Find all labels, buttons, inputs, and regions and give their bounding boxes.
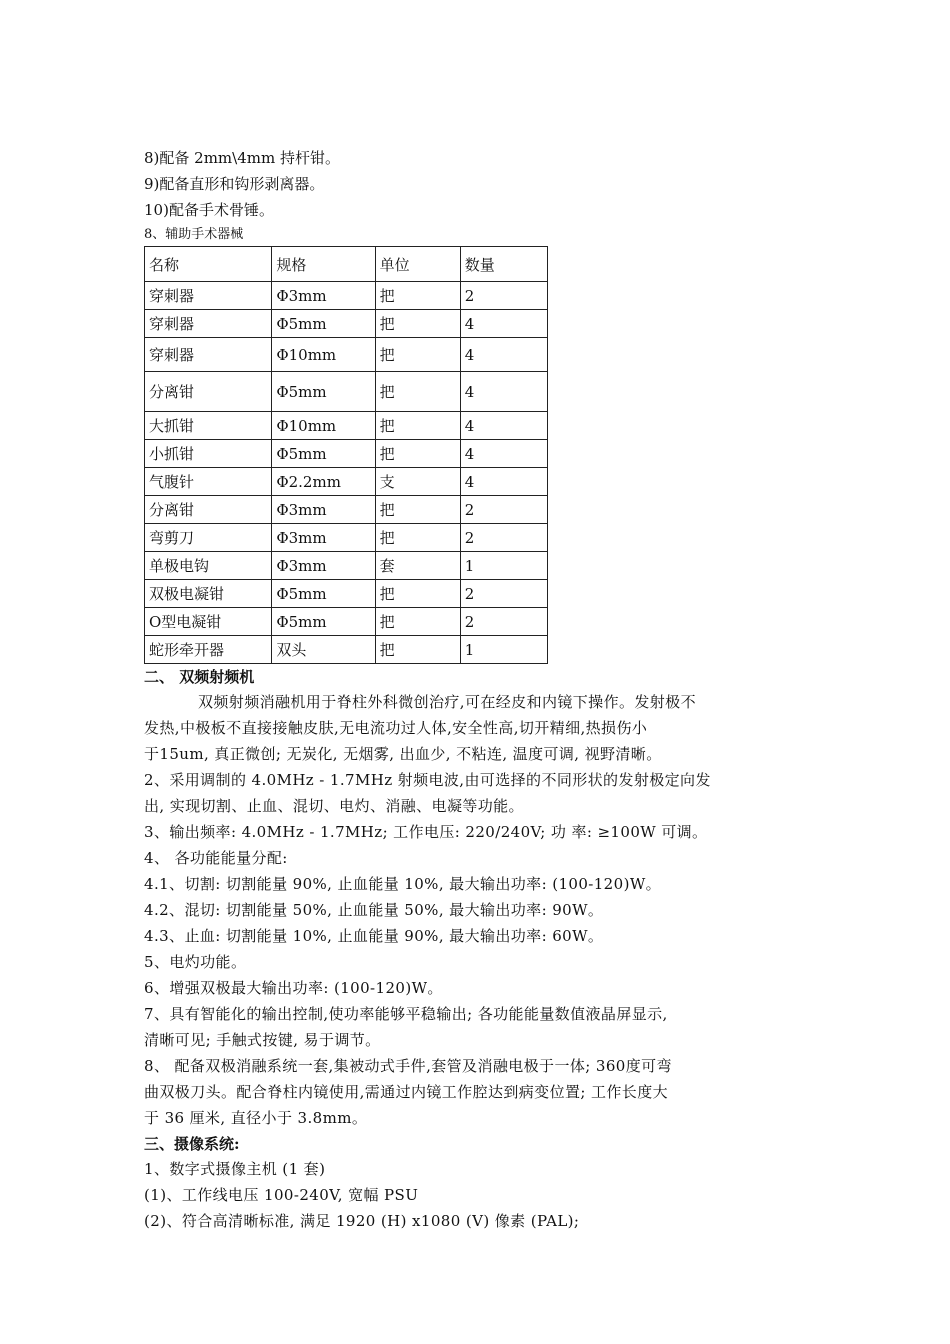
- section2-line: 4、 各功能能量分配:: [144, 849, 288, 868]
- cell-unit: 把: [375, 372, 460, 412]
- cell-spec: Φ3mm: [272, 496, 375, 524]
- section2-line: 4.2、混切: 切割能量 50%, 止血能量 50%, 最大输出功率: 90W。: [144, 901, 604, 920]
- section8-title: 8、辅助手术器械: [144, 227, 244, 243]
- section2-line: 发热,中极板不直接接触皮肤,无电流功过人体,安全性高,切开精细,热损伤小: [144, 719, 648, 738]
- cell-name: 弯剪刀: [145, 524, 272, 552]
- cell-spec: Φ3mm: [272, 282, 375, 310]
- cell-spec: Φ3mm: [272, 524, 375, 552]
- cell-unit: 把: [375, 310, 460, 338]
- cell-spec: Φ5mm: [272, 440, 375, 468]
- cell-qty: 2: [460, 580, 547, 608]
- section3-line: 1、数字式摄像主机 (1 套): [144, 1160, 326, 1179]
- table-row: [145, 552, 548, 580]
- section2-line: 8、 配备双极消融系统一套,集被动式手件,套管及消融电极于一体; 360度可弯: [144, 1057, 672, 1076]
- header-unit: 单位: [375, 247, 460, 282]
- table-row: [145, 338, 548, 372]
- table-row: [145, 580, 548, 608]
- table-row: [145, 372, 548, 412]
- cell-unit: 把: [375, 440, 460, 468]
- table-row: [145, 412, 548, 440]
- section2-line: 6、增强双极最大输出功率: (100-120)W。: [144, 979, 443, 998]
- table-row: [145, 468, 548, 496]
- cell-name: 蛇形牵开器: [145, 636, 272, 664]
- cell-unit: 支: [375, 468, 460, 496]
- cell-unit: 把: [375, 608, 460, 636]
- cell-name: 分离钳: [145, 496, 272, 524]
- table-row: [145, 496, 548, 524]
- cell-name: 大抓钳: [145, 412, 272, 440]
- section2-line: 2、采用调制的 4.0MHz - 1.7MHz 射频电波,由可选择的不同形状的发射极定向发: [144, 771, 711, 790]
- cell-qty: 4: [460, 468, 547, 496]
- cell-unit: 把: [375, 580, 460, 608]
- table-row: [145, 310, 548, 338]
- cell-name: 穿刺器: [145, 310, 272, 338]
- section2-line: 3、输出频率: 4.0MHz - 1.7MHz; 工作电压: 220/240V; 功 率: ≥100W 可调。: [144, 823, 708, 842]
- cell-qty: 4: [460, 338, 547, 372]
- cell-qty: 2: [460, 496, 547, 524]
- cell-unit: 把: [375, 338, 460, 372]
- cell-spec: Φ10mm: [272, 412, 375, 440]
- table-row: [145, 524, 548, 552]
- table-row: [145, 608, 548, 636]
- header-qty: 数量: [460, 247, 547, 282]
- table-row: [145, 636, 548, 664]
- top-item-10: 10)配备手术骨锤。: [144, 200, 274, 219]
- section2-line: 双频射频消融机用于脊柱外科微创治疗,可在经皮和内镜下操作。发射极不: [198, 693, 696, 712]
- document-content: [144, 146, 814, 1234]
- cell-spec: Φ5mm: [272, 310, 375, 338]
- cell-spec: 双头: [272, 636, 375, 664]
- cell-name: O型电凝钳: [145, 608, 272, 636]
- cell-unit: 把: [375, 496, 460, 524]
- cell-name: 穿刺器: [145, 338, 272, 372]
- section2-line: 出, 实现切割、止血、混切、电灼、消融、电凝等功能。: [144, 797, 524, 816]
- cell-unit: 套: [375, 552, 460, 580]
- section3-line: (2)、符合高清晰标准, 满足 1920 (H) x1080 (V) 像素 (PAL);: [144, 1212, 580, 1231]
- cell-name: 小抓钳: [145, 440, 272, 468]
- cell-qty: 2: [460, 282, 547, 310]
- cell-name: 双极电凝钳: [145, 580, 272, 608]
- table-header-row: [145, 247, 548, 282]
- cell-qty: 4: [460, 372, 547, 412]
- cell-unit: 把: [375, 282, 460, 310]
- cell-unit: 把: [375, 524, 460, 552]
- cell-qty: 4: [460, 310, 547, 338]
- section2-title: 二、 双频射频机: [144, 668, 255, 687]
- cell-spec: Φ5mm: [272, 372, 375, 412]
- cell-unit: 把: [375, 636, 460, 664]
- table-row: [145, 440, 548, 468]
- cell-qty: 2: [460, 524, 547, 552]
- instrument-table: [144, 246, 548, 664]
- section2-line: 4.3、止血: 切割能量 10%, 止血能量 90%, 最大输出功率: 60W。: [144, 927, 604, 946]
- section2-line: 4.1、切割: 切割能量 90%, 止血能量 10%, 最大输出功率: (100-120)W。: [144, 875, 662, 894]
- section2-line: 于 36 厘米, 直径小于 3.8mm。: [144, 1109, 368, 1128]
- cell-qty: 4: [460, 412, 547, 440]
- section2-line: 5、电灼功能。: [144, 953, 247, 972]
- top-item-9: 9)配备直形和钩形剥离器。: [144, 174, 325, 193]
- cell-spec: Φ5mm: [272, 580, 375, 608]
- cell-qty: 1: [460, 552, 547, 580]
- cell-qty: 1: [460, 636, 547, 664]
- cell-name: 分离钳: [145, 372, 272, 412]
- header-name: 名称: [145, 247, 272, 282]
- cell-name: 气腹针: [145, 468, 272, 496]
- cell-unit: 把: [375, 412, 460, 440]
- cell-spec: Φ10mm: [272, 338, 375, 372]
- section3-title: 三、摄像系统:: [144, 1135, 240, 1154]
- section3-line: (1)、工作线电压 100-240V, 宽幅 PSU: [144, 1186, 419, 1205]
- table-row: [145, 282, 548, 310]
- header-spec: 规格: [272, 247, 375, 282]
- cell-qty: 4: [460, 440, 547, 468]
- section2-line: 于15um, 真正微创; 无炭化, 无烟雾, 出血少, 不粘连, 温度可调, 视野清晰。: [144, 745, 662, 764]
- cell-qty: 2: [460, 608, 547, 636]
- section2-line: 清晰可见; 手触式按键, 易于调节。: [144, 1031, 381, 1050]
- cell-spec: Φ3mm: [272, 552, 375, 580]
- cell-spec: Φ5mm: [272, 608, 375, 636]
- section2-line: 曲双极刀头。配合脊柱内镜使用,需通过内镜工作腔达到病变位置; 工作长度大: [144, 1083, 668, 1102]
- top-item-8: 8)配备 2mm\4mm 持杆钳。: [144, 149, 340, 167]
- cell-name: 穿刺器: [145, 282, 272, 310]
- cell-spec: Φ2.2mm: [272, 468, 375, 496]
- section2-line: 7、具有智能化的输出控制,使功率能够平稳输出; 各功能能量数值液晶屏显示,: [144, 1005, 668, 1024]
- cell-name: 单极电钩: [145, 552, 272, 580]
